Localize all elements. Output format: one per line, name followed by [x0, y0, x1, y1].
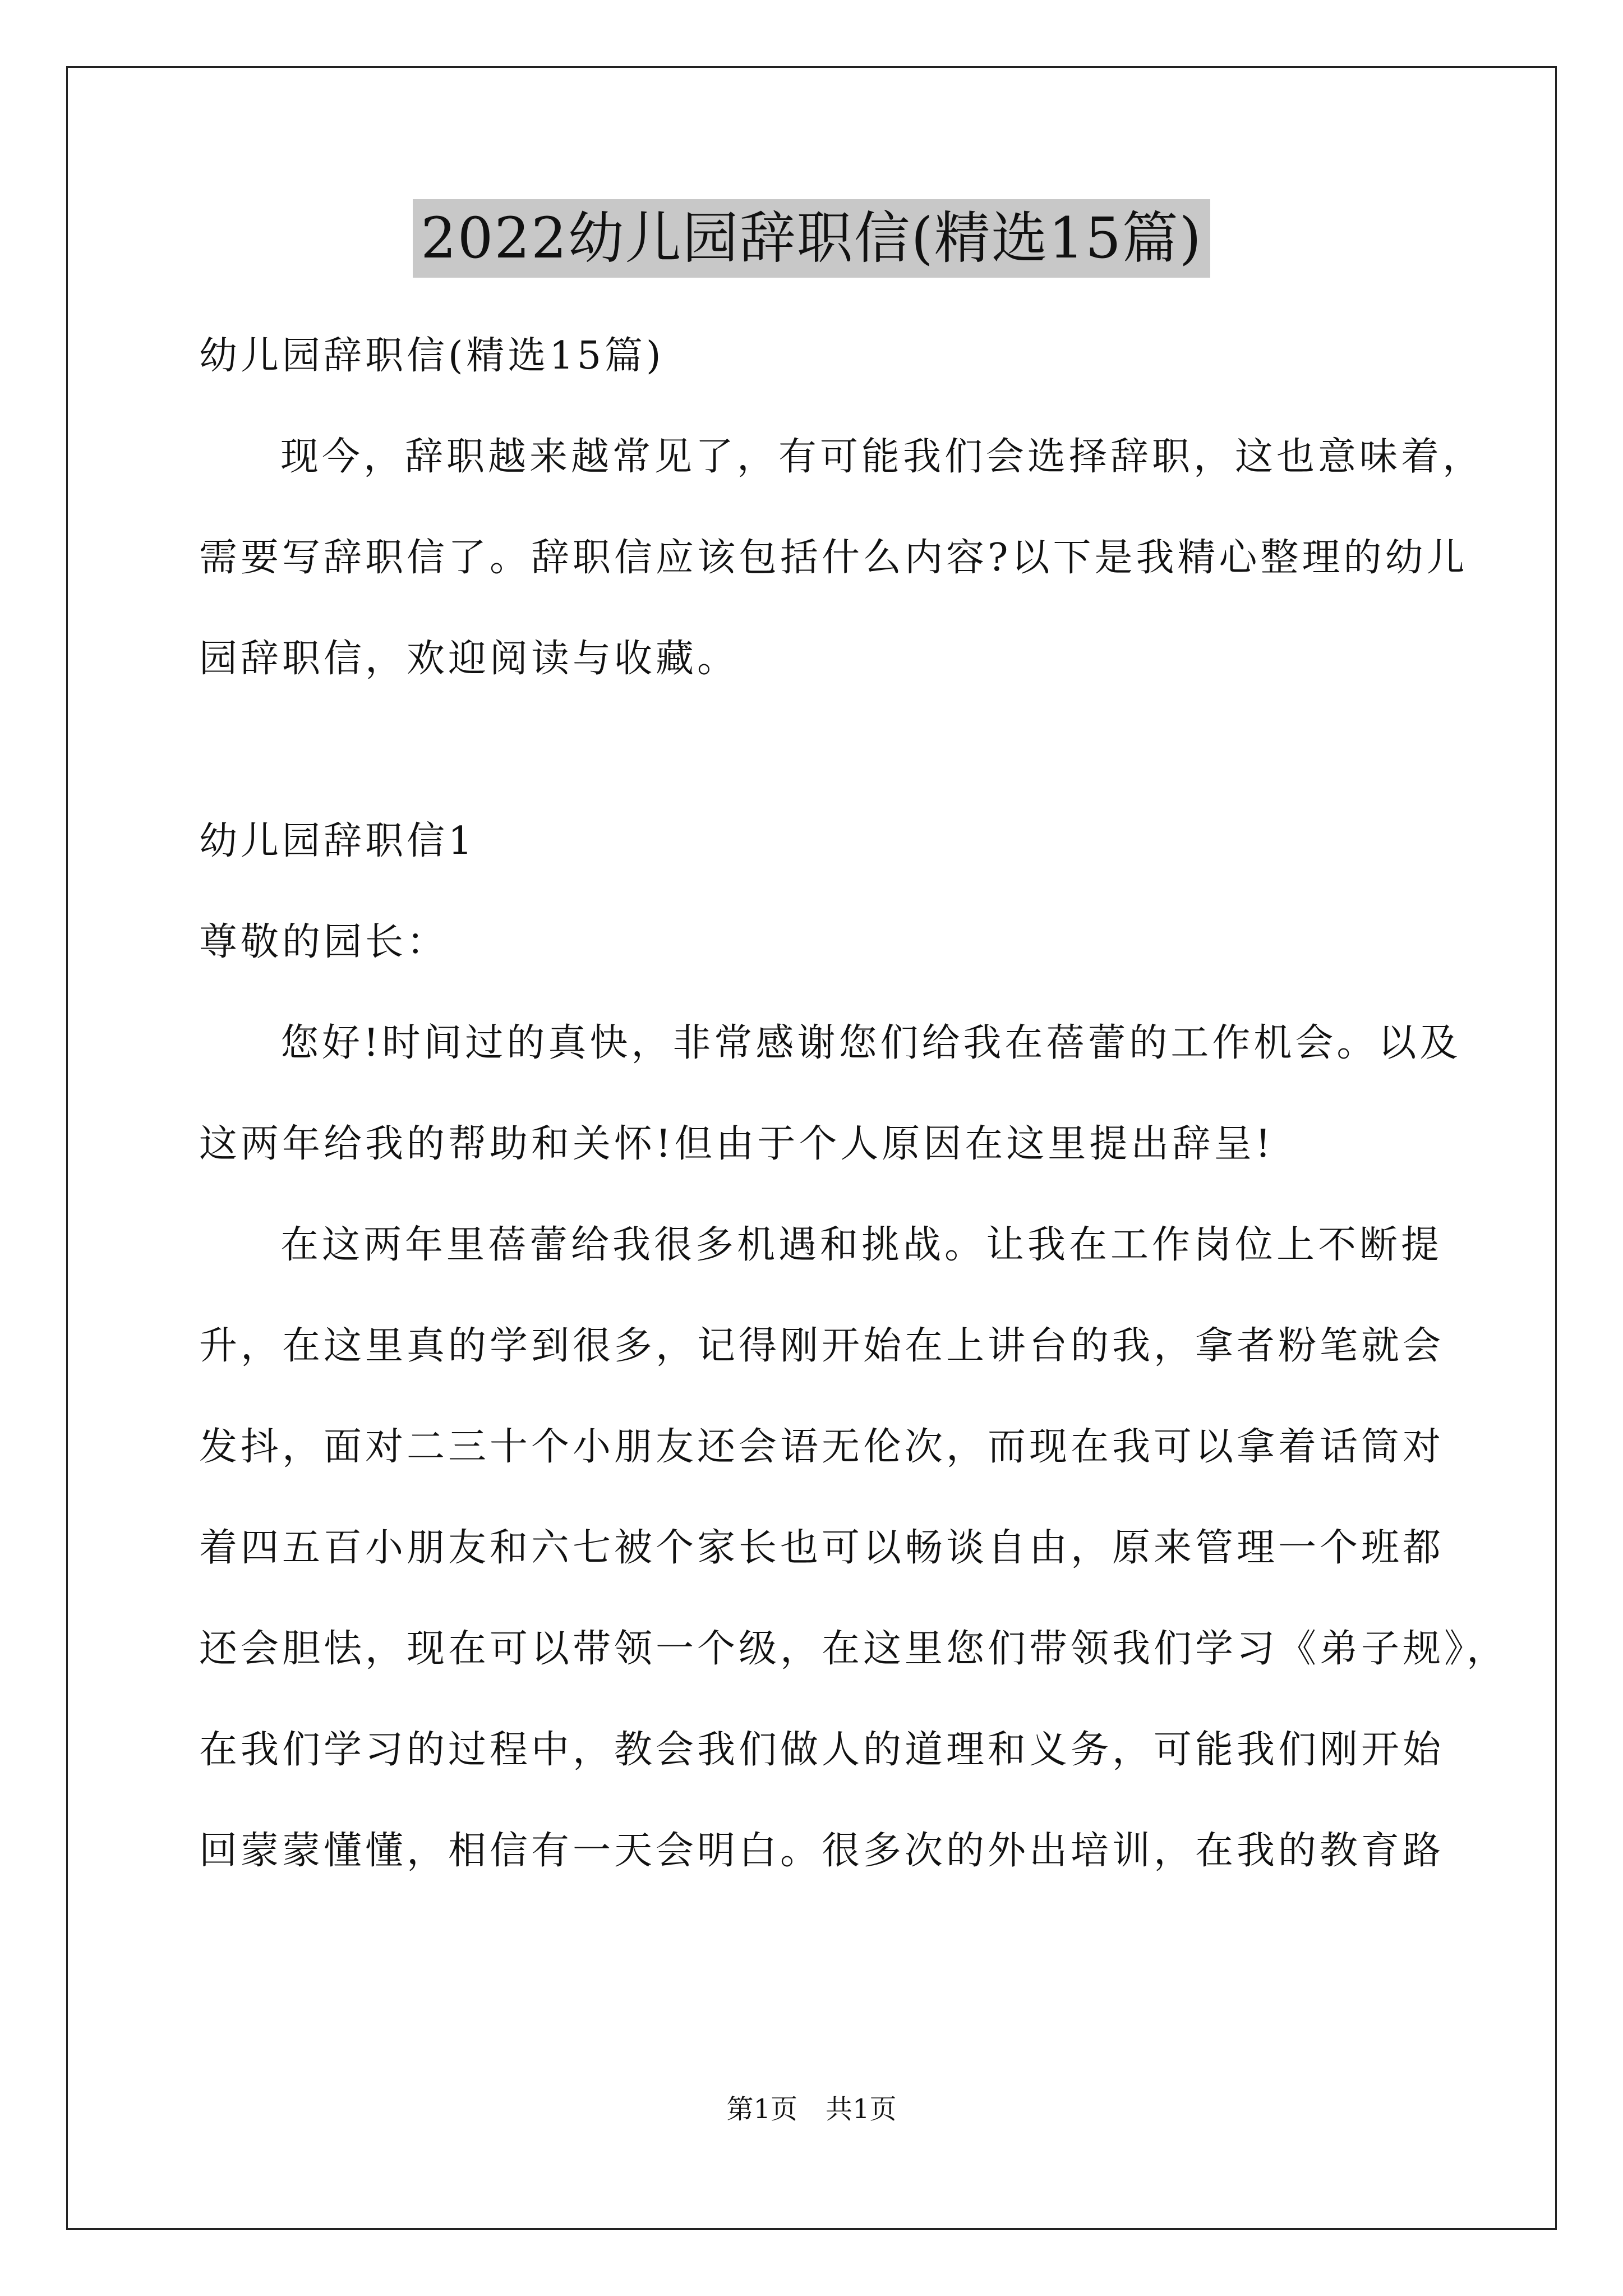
- section-gap: [199, 710, 1478, 791]
- letter-heading: 幼儿园辞职信1: [199, 819, 476, 863]
- intro-line-3: 园辞职信，欢迎阅读与收藏。: [199, 637, 739, 681]
- paragraph2-line-3: 发抖，面对二三十个小朋友还会语无伦次，而现在我可以拿着话筒对: [199, 1425, 1445, 1469]
- document-body: [199, 306, 1509, 1902]
- paragraph2-line-4: 着四五百小朋友和六七被个家长也可以畅谈自由，原来管理一个班都: [199, 1526, 1445, 1570]
- intro-subtitle: 幼儿园辞职信(精选15篇): [199, 334, 665, 378]
- paragraph2-line-6: 在我们学习的过程中，教会我们做人的道理和义务，可能我们刚开始: [199, 1728, 1445, 1772]
- paragraph2-line-1: 在这两年里蓓蕾给我很多机遇和挑战。让我在工作岗位上不断提: [280, 1223, 1443, 1267]
- paragraph1-line-2: 这两年给我的帮助和关怀!但由于个人原因在这里提出辞呈!: [199, 1122, 1274, 1166]
- paragraph2-line-2: 升，在这里真的学到很多，记得刚开始在上讲台的我，拿者粉笔就会: [199, 1324, 1445, 1368]
- document-title: 2022幼儿园辞职信(精选15篇): [413, 199, 1210, 278]
- page-footer: [0, 2087, 1623, 2132]
- paragraph2-line-7: 回蒙蒙懂懂，相信有一天会明白。很多次的外出培训，在我的教育路: [199, 1829, 1445, 1873]
- letter-salutation: 尊敬的园长：: [199, 920, 449, 964]
- intro-line-1: 现今，辞职越来越常见了，有可能我们会选择辞职，这也意味着，: [280, 435, 1484, 479]
- paragraph2-line-5: 还会胆怯，现在可以带领一个级，在这里您们带领我们学习《弟子规》，: [199, 1627, 1509, 1671]
- paragraph1-line-1: 您好!时间过的真快，非常感谢您们给我在蓓蕾的工作机会。以及: [280, 1021, 1461, 1065]
- intro-line-2: 需要写辞职信了。辞职信应该包括什么内容?以下是我精心整理的幼儿: [199, 536, 1468, 580]
- title-wrap: [0, 199, 1623, 278]
- page-total: 共1页: [826, 2093, 897, 2125]
- page-number: 第1页: [726, 2093, 797, 2125]
